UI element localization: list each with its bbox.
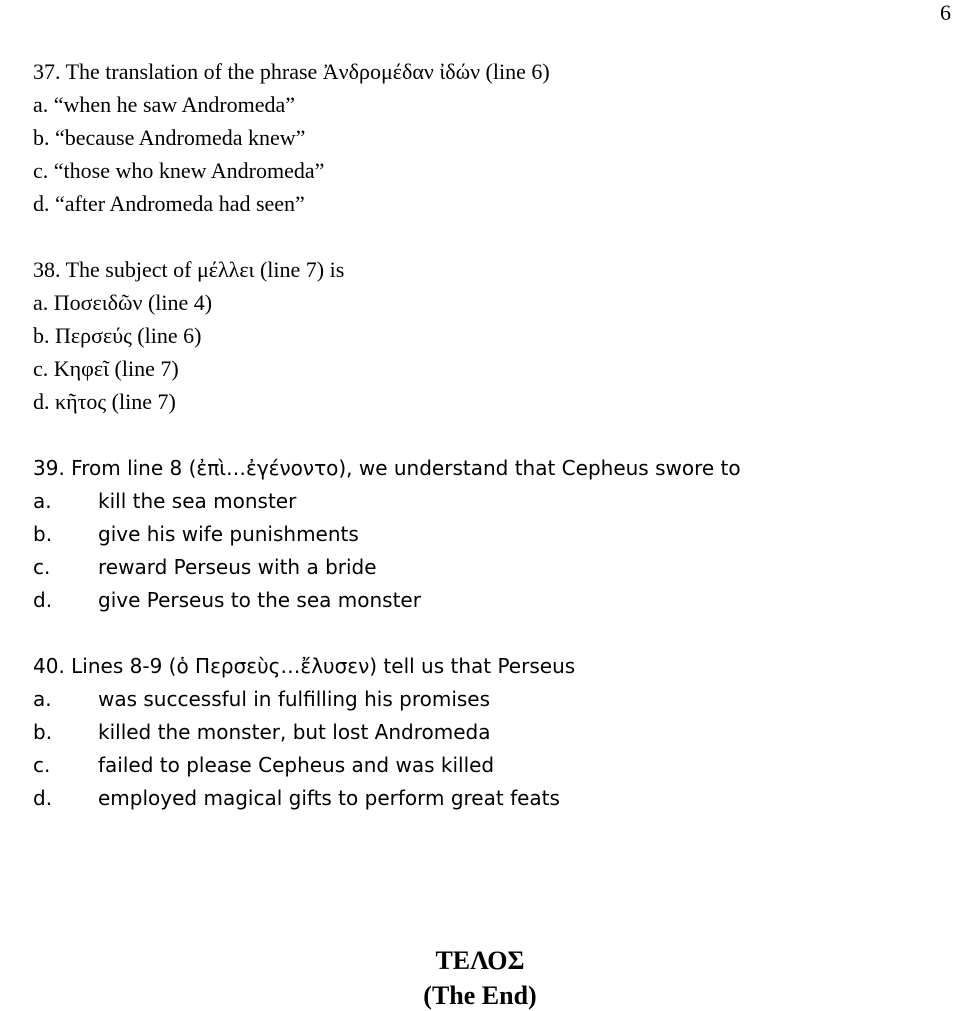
question-39-option-b: [33, 521, 359, 547]
question-37-option-a: [33, 92, 295, 118]
option-text: give Perseus to the sea monster: [98, 588, 421, 612]
option-text: reward Perseus with a bride: [98, 555, 377, 579]
option-text: kill the sea monster: [98, 489, 297, 513]
option-letter: b.: [33, 323, 50, 348]
option-text: “when he saw Andromeda”: [53, 92, 296, 117]
option-letter: b.: [33, 125, 50, 150]
question-37-option-d: [33, 191, 305, 217]
option-letter: c.: [33, 356, 49, 381]
question-38-option-c: [33, 356, 179, 382]
option-letter: b.: [33, 720, 53, 744]
option-text: give his wife punishments: [98, 522, 359, 546]
ending-greek-heading: ΤΕΛΟΣ: [435, 946, 525, 975]
option-letter: a.: [33, 687, 52, 711]
option-letter: b.: [33, 522, 53, 546]
question-39-option-a: [33, 488, 296, 514]
option-text: Κηφεῖ (line 7): [53, 356, 179, 381]
option-letter: c.: [33, 555, 51, 579]
option-letter: c.: [33, 158, 49, 183]
option-letter: c.: [33, 753, 51, 777]
option-text: κῆτος (line 7): [55, 389, 176, 414]
ending-english-heading: (The End): [423, 981, 537, 1010]
option-text: “because Andromeda knew”: [55, 125, 306, 150]
question-38-option-a: [33, 290, 212, 316]
question-37-option-b: [33, 125, 305, 151]
question-40-option-d: [33, 785, 560, 811]
question-38-option-d: [33, 389, 176, 415]
question-40-option-b: [33, 719, 490, 745]
option-text: “after Andromeda had seen”: [55, 191, 305, 216]
question-37-stem: 37. The translation of the phrase Ἀνδρομέδαν ἰδών (line 6): [33, 59, 550, 84]
option-letter: d.: [33, 191, 50, 216]
option-text: Ποσειδῶν (line 4): [53, 290, 213, 315]
option-text: failed to please Cepheus and was killed: [98, 753, 495, 777]
question-38-stem: 38. The subject of μέλλει (line 7) is: [33, 257, 345, 282]
question-40-stem: 40. Lines 8-9 (ὁ Περσεὺς…ἔλυσεν) tell us that Perseus: [33, 654, 576, 678]
question-40-option-a: [33, 686, 490, 712]
question-39-stem: 39. From line 8 (ἐπὶ…ἐγένοντο), we understand that Cepheus swore to: [33, 456, 741, 480]
question-38-option-b: [33, 323, 201, 349]
option-letter: d.: [33, 786, 53, 810]
option-letter: a.: [33, 290, 49, 315]
option-text: employed magical gifts to perform great feats: [98, 786, 560, 810]
question-39-option-d: [33, 587, 421, 613]
question-40-option-c: [33, 752, 494, 778]
option-letter: a.: [33, 489, 52, 513]
question-37-option-c: [33, 158, 324, 184]
option-text: “those who knew Andromeda”: [53, 158, 325, 183]
option-text: was successful in fulfilling his promises: [98, 687, 491, 711]
option-letter: d.: [33, 588, 53, 612]
option-letter: a.: [33, 92, 49, 117]
page-number: 6: [940, 0, 951, 25]
option-text: killed the monster, but lost Andromeda: [98, 720, 491, 744]
option-text: Περσεύς (line 6): [55, 323, 202, 348]
option-letter: d.: [33, 389, 50, 414]
question-39-option-c: [33, 554, 377, 580]
